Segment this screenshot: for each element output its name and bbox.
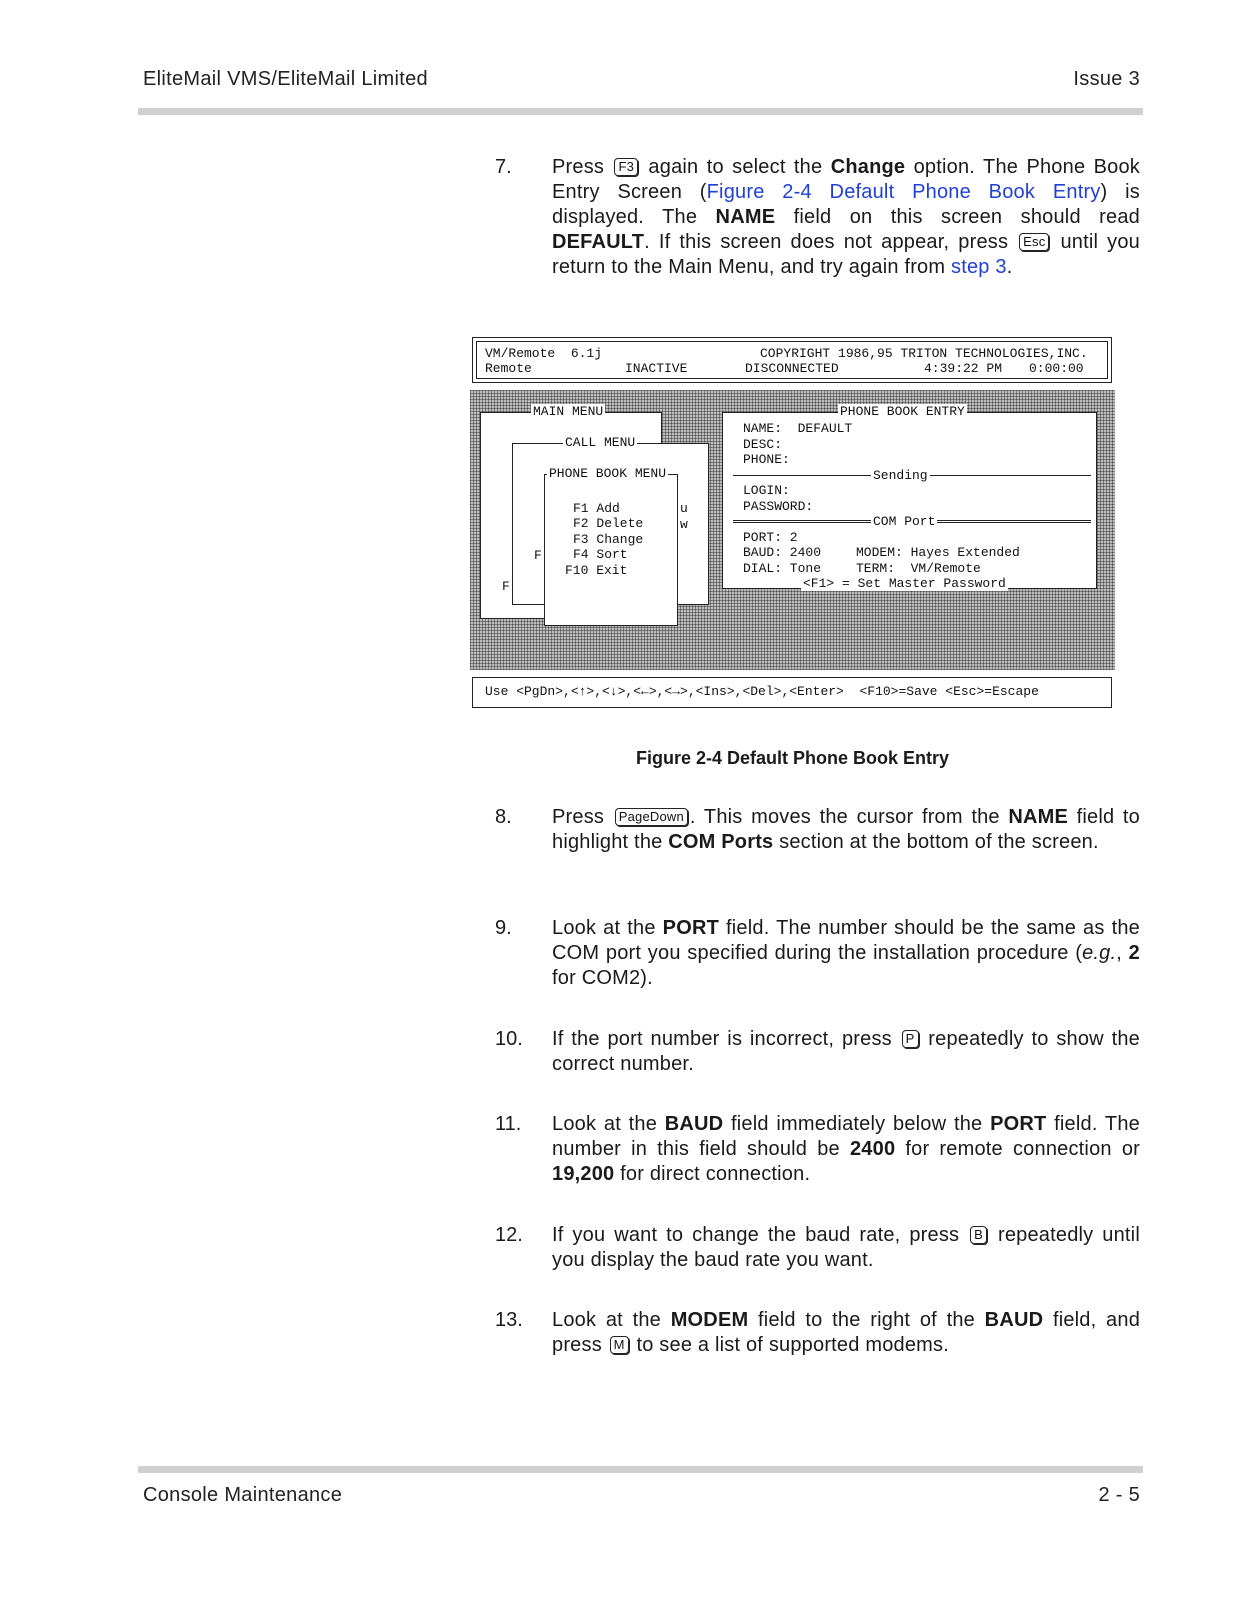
step-12: 12. If you want to change the baud rate, press B repeatedly until you display the baud rate you want. xyxy=(495,1224,1140,1271)
term-field[interactable]: TERM: VM/Remote xyxy=(856,561,981,576)
call-menu-title: CALL MENU xyxy=(565,435,636,450)
terminal-screenshot xyxy=(470,335,1115,711)
pagedown-key-icon: PageDown xyxy=(615,808,688,826)
pb-menu-item[interactable]: F10 Exit xyxy=(565,563,628,578)
master-password-hint: <F1> = Set Master Password xyxy=(803,576,1006,591)
step-7: 7. Press F3 again to select the Change option. The Phone Book Entry Screen (Figure 2-4 Default Phone Book Entry) is displayed. The NAME field on this screen should read DEFAULT. If this screen does not appear, press Esc until you return to the Main Menu, and try again from step 3. xyxy=(495,156,1141,278)
sending-label: Sending xyxy=(873,468,928,483)
main-menu-title: MAIN MENU xyxy=(533,404,604,419)
step-number: 13. xyxy=(495,1309,523,1331)
step-number: 8. xyxy=(495,806,512,828)
step-number: 11. xyxy=(495,1113,522,1135)
com-port-label: COM Port xyxy=(873,514,936,529)
running-header-title: EliteMail VMS/EliteMail Limited xyxy=(143,68,428,90)
key-hint-text: Use <PgDn>,<↑>,<↓>,<←>,<→>,<Ins>,<Del>,<Enter> <F10>=Save <Esc>=Escape xyxy=(485,684,1039,699)
step-number: 10. xyxy=(495,1028,523,1050)
step-13: 13. Look at the MODEM field to the right of the BAUD field, and press M to see a list of supported modems. xyxy=(495,1309,1141,1356)
step-number: 12. xyxy=(495,1224,523,1246)
esc-key-icon: Esc xyxy=(1019,233,1049,251)
terminal-workspace xyxy=(470,390,1115,670)
m-key-icon: M xyxy=(610,1336,629,1354)
terminal-status-bar: VM/Remote 6.1j COPYRIGHT 1986,95 TRITON TECHNOLOGIES,INC. Remote INACTIVE DISCONNECTED 4:39:22 PM 0:00:00 xyxy=(472,337,1112,383)
step-9: 9. Look at the PORT field. The number should be the same as the COM port you specified during the installation procedure (e.g., 2 for COM2). xyxy=(495,917,1140,989)
phone-book-menu-window xyxy=(544,466,678,626)
running-header-issue: Issue 3 xyxy=(1073,68,1140,90)
f3-key-icon: F3 xyxy=(614,158,638,176)
call-menu-fragment: w xyxy=(680,517,688,532)
pb-menu-item[interactable]: F4 Sort xyxy=(573,547,628,562)
main-menu-fragment: F xyxy=(502,579,510,594)
phone-book-entry-window xyxy=(722,404,1097,591)
figure-caption: Figure 2-4 Default Phone Book Entry xyxy=(635,748,950,768)
b-key-icon: B xyxy=(970,1226,987,1244)
call-menu-fragment: u xyxy=(680,501,688,516)
pb-menu-item[interactable]: F3 Change xyxy=(573,532,644,547)
phone-field[interactable]: PHONE: xyxy=(743,452,790,467)
footer-rule xyxy=(138,1466,1143,1473)
header-rule xyxy=(138,108,1143,115)
desc-field[interactable]: DESC: xyxy=(743,437,783,452)
login-field[interactable]: LOGIN: xyxy=(743,483,790,498)
page-number: 2 - 5 xyxy=(1098,1484,1140,1506)
phone-book-menu-title: PHONE BOOK MENU xyxy=(549,466,667,481)
step-8: 8. Press PageDown . This moves the cursor from the NAME field to highlight the COM Ports section at the bottom of the screen. xyxy=(495,806,1140,853)
figure-2-4-link[interactable]: Figure 2-4 Default Phone Book Entry xyxy=(706,181,1101,203)
password-field[interactable]: PASSWORD: xyxy=(743,499,814,514)
pb-menu-item[interactable]: F1 Add xyxy=(573,501,620,516)
pb-menu-item[interactable]: F2 Delete xyxy=(573,516,644,531)
baud-field[interactable]: BAUD: 2400 xyxy=(743,545,822,560)
terminal-key-hint-bar xyxy=(472,677,1112,708)
p-key-icon: P xyxy=(902,1030,919,1048)
call-menu-fragment: F xyxy=(534,548,542,563)
port-field[interactable]: PORT: 2 xyxy=(743,530,798,545)
step-number: 9. xyxy=(495,917,512,939)
step-11: 11. Look at the BAUD field immediately below the PORT field. The number in this field should be 2400 for remote connection or 19,200 for direct connection. xyxy=(495,1113,1140,1185)
name-field[interactable]: NAME: DEFAULT xyxy=(743,421,853,436)
step-number: 7. xyxy=(495,156,512,178)
dial-field[interactable]: DIAL: Tone xyxy=(743,561,822,576)
running-footer-section: Console Maintenance xyxy=(143,1484,343,1506)
modem-field[interactable]: MODEM: Hayes Extended xyxy=(856,545,1020,560)
phone-book-entry-title: PHONE BOOK ENTRY xyxy=(840,404,965,419)
step-10: 10. If the port number is incorrect, press P repeatedly to show the correct number. xyxy=(495,1028,1140,1075)
step-3-link[interactable]: step 3 xyxy=(951,256,1007,278)
